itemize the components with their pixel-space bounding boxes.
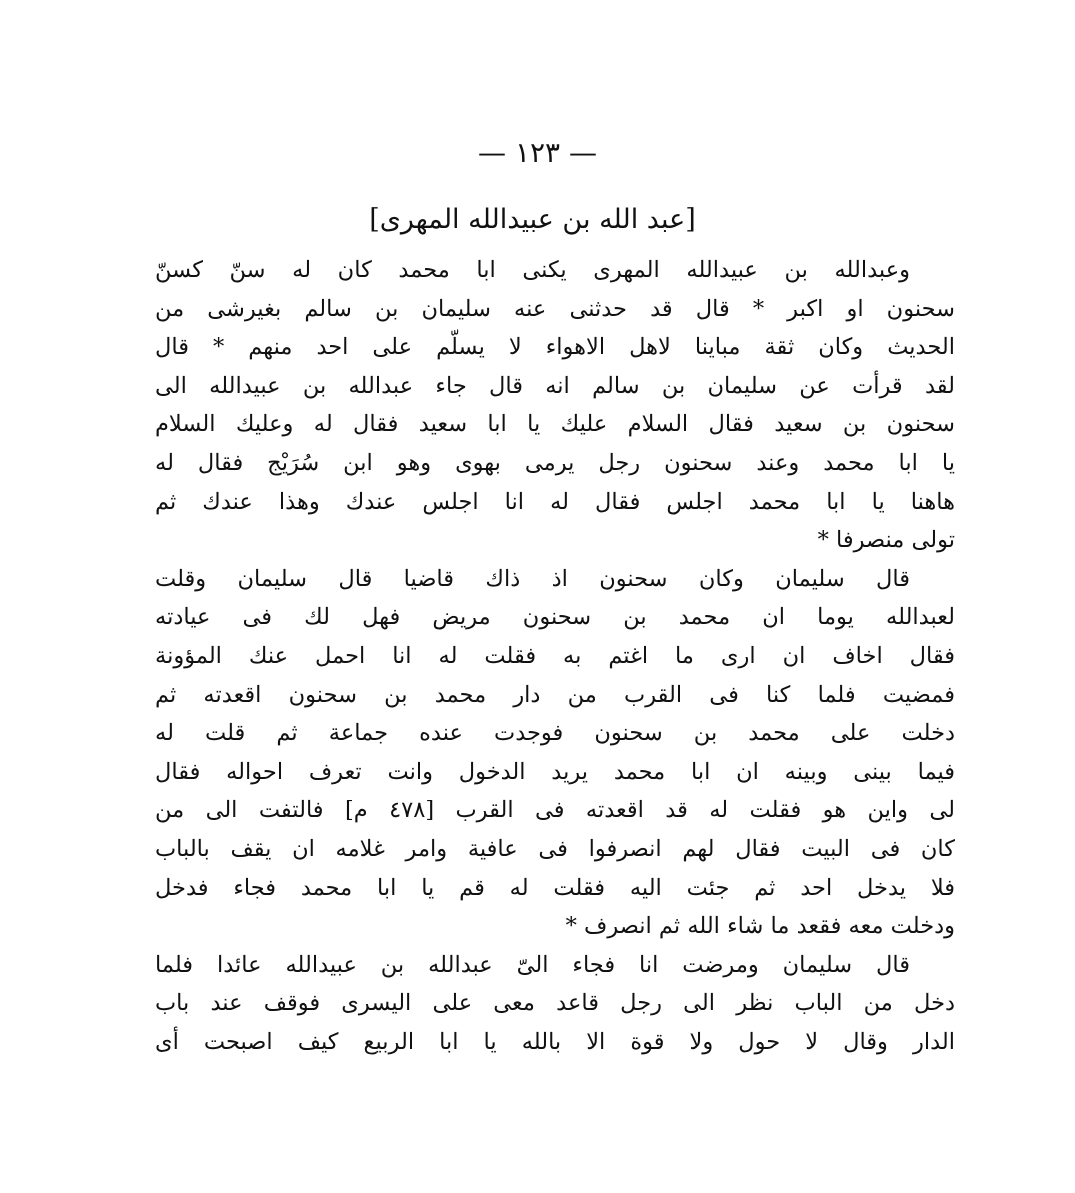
text-line: لى واين هو فقلت له قد اقعدته فى القرب [٤٧٨ م] فالتفت الى من [155, 797, 955, 824]
text-line: فمضيت فلما كنا فى القرب من دار محمد بن سحنون اقعدته ثم [155, 681, 955, 708]
text-line: لقد قرأت عن سليمان بن سالم انه قال جاء عبدالله بن عبيدالله الى [155, 372, 955, 399]
text-line: كان فى البيت فقال لهم انصرفوا فى عافية وامر غلامه ان يقف بالباب [155, 835, 955, 862]
text-line: الحديث وكان ثقة مباينا لاهل الاهواء لا يسلّم على احد منهم * قال [155, 334, 955, 361]
text-line: ودخلت معه فقعد ما شاء الله ثم انصرف * [565, 913, 955, 940]
text-line: وعبدالله بن عبيدالله المهرى يكنى ابا محمد كان له سنّ كسنّ [155, 257, 910, 283]
text-line: فقال اخاف ان ارى ما اغتم به فقلت له انا احمل عنك المؤونة [155, 642, 955, 669]
text-line: لعبدالله يوما ان محمد بن سحنون مريض فهل لك فى عيادته [155, 604, 955, 631]
text-line: قال سليمان وكان سحنون اذ ذاك قاضيا قال سليمان وقلت [155, 565, 910, 592]
text-line: سحنون بن سعيد فقال السلام عليك يا ابا سعيد فقال له وعليك السلام [155, 411, 955, 438]
text-line: يا ابا محمد وعند سحنون رجل يرمى بهوى وهو ابن سُرَيْج فقال له [155, 449, 955, 476]
section-title: [عبد الله بن عبيدالله المهرى] [369, 204, 696, 235]
text-line: دخلت على محمد بن سحنون فوجدت عنده جماعة ثم قلت له [155, 720, 955, 747]
text-line: فيما بينى وبينه ان ابا محمد يريد الدخول وانت تعرف احواله فقال [155, 758, 955, 785]
text-line: سحنون او اكبر * قال قد حدثنى عنه سليمان بن سالم بغيرشى من [155, 295, 955, 322]
text-line: قال سليمان ومرضت انا فجاء الىّ عبدالله بن عبيدالله عائدا فلما [155, 951, 910, 978]
text-line: فلا يدخل احد ثم جئت اليه فقلت له قم يا ابا محمد فجاء فدخل [155, 874, 955, 901]
body-text [155, 251, 955, 1061]
text-line: هاهنا يا ابا محمد اجلس فقال له انا اجلس عندك وهذا عندك ثم [155, 488, 955, 515]
text-line: تولى منصرفا * [817, 527, 955, 554]
text-line: الدار وقال لا حول ولا قوة الا بالله يا ابا الربيع كيف اصبحت أى [155, 1028, 955, 1055]
page-number: — ١٢٣ — [478, 136, 597, 169]
text-line: دخل من الباب نظر الى رجل قاعد معى على اليسرى فوقف عند باب [155, 990, 955, 1017]
